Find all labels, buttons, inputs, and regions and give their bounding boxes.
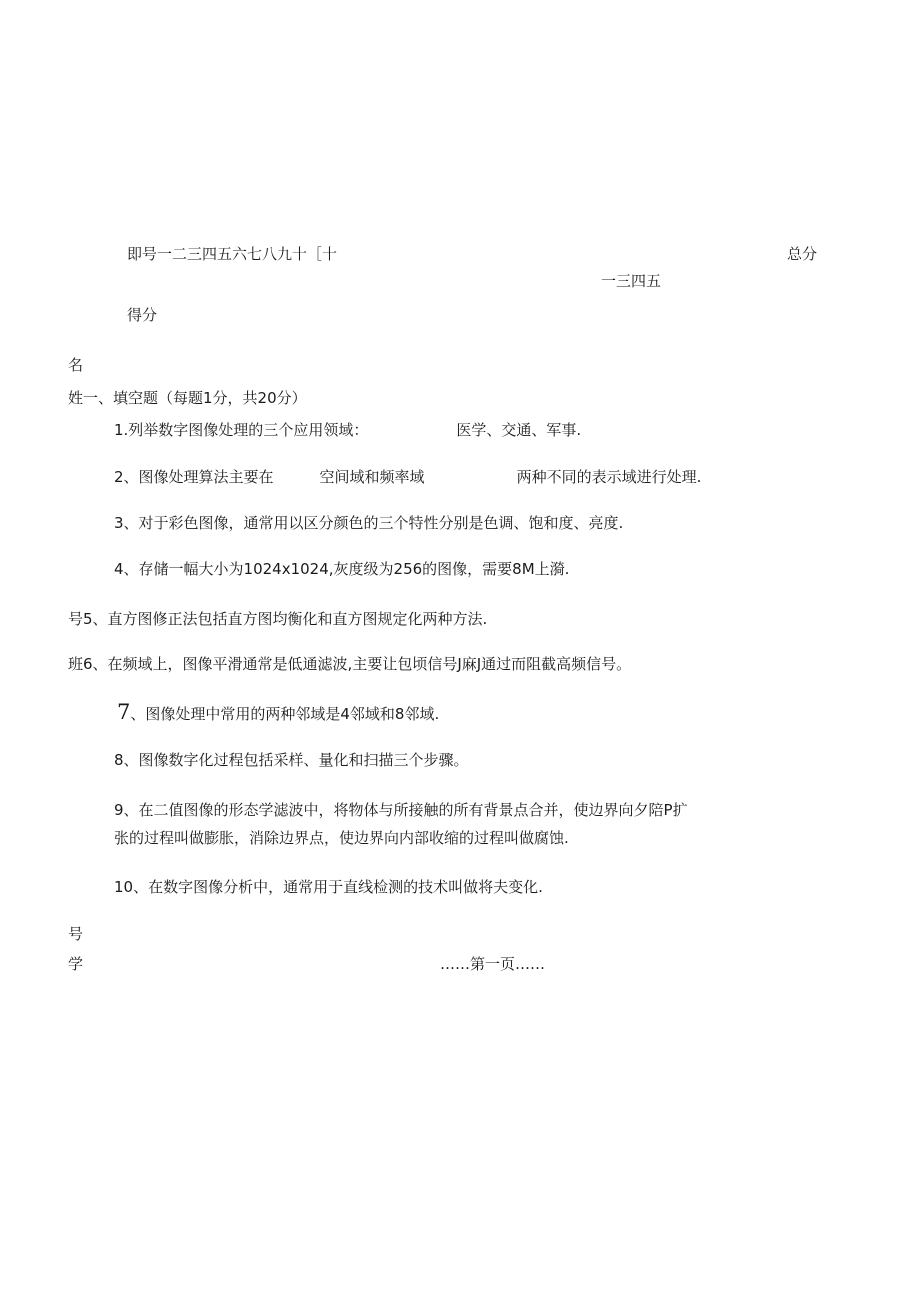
question-2-suffix: 两种不同的表示域进行处理. (516, 468, 702, 486)
question-2-answer: 空间域和频率域 (319, 468, 425, 486)
section-title-fill-in: 姓一、填空题（每题1分，共20分） (68, 389, 307, 407)
question-7-text: 、图像处理中常用的两种邻域是4邻域和8邻域. (130, 705, 440, 723)
side-label-number: 号 (68, 925, 84, 943)
question-5: 号5、直方图修正法包括直方图均衡化和直方图规定化两种方法. (68, 610, 488, 628)
question-8: 8、图像数字化过程包括采样、量化和扫描三个步骤。 (114, 751, 469, 769)
question-2-prefix: 2、图像处理算法主要在 (114, 468, 274, 486)
side-label-study: 学 (68, 955, 84, 973)
question-1-answer: 医学、交通、军事. (456, 421, 582, 439)
question-1-prefix: 1.列举数字图像处理的三个应用领域： (114, 421, 369, 439)
question-9-line-1: 9、在二值图像的形态学滤波中，将物体与所接触的所有背景点合并，使边界向夕陪P扩 (114, 801, 688, 819)
sub-number-row: 一三四五 (601, 272, 662, 290)
question-10: 10、在数字图像分析中，通常用于直线检测的技术叫做将夫变化. (114, 878, 543, 896)
score-label: 得分 (127, 306, 158, 324)
page-indicator: ……第一页…… (440, 955, 546, 973)
question-1 (114, 421, 581, 439)
question-number-row: 即号一二三四五六七八九十［十 (127, 245, 338, 263)
question-6: 班6、在频域上，图像平滑通常是低通滤波,主要让包顷信号J麻J通过而阻截高频信号。 (68, 655, 632, 673)
question-7-number: 7 (117, 700, 131, 724)
question-3: 3、对于彩色图像，通常用以区分颜色的三个特性分别是色调、饱和度、亮度. (114, 514, 624, 532)
question-4: 4、存储一幅大小为1024x1024,灰度级为256的图像，需要8M上漪. (114, 560, 570, 578)
side-label-name: 名 (68, 356, 84, 374)
question-7 (117, 700, 439, 725)
question-2 (114, 468, 701, 486)
question-9-line-2: 张的过程叫做膨胀，消除边界点，使边界向内部收缩的过程叫做腐蚀. (114, 829, 569, 847)
total-score-label: 总分 (787, 245, 818, 263)
